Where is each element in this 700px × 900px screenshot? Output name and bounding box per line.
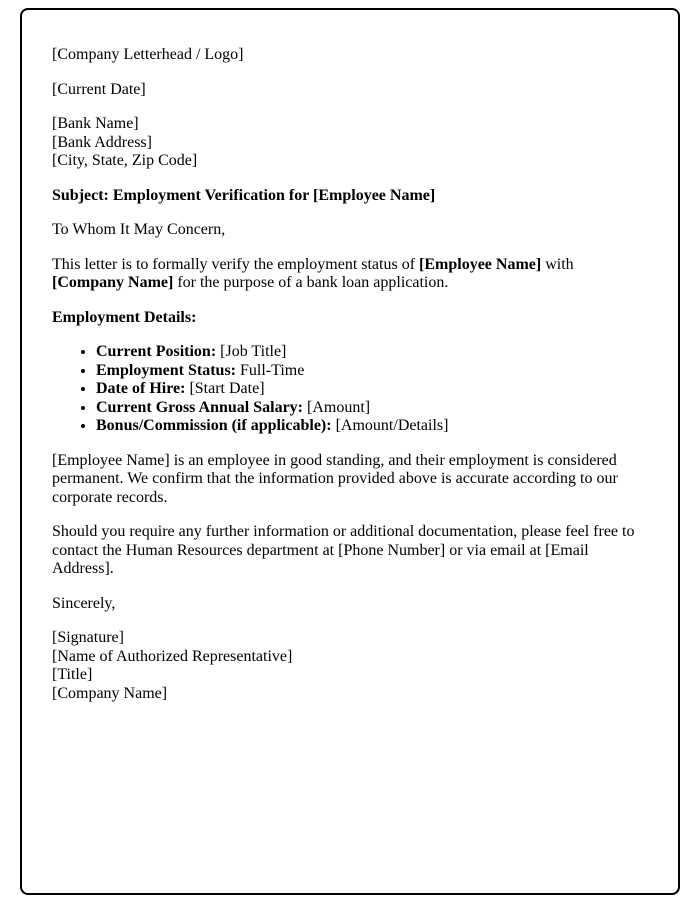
- contact-paragraph: Should you require any further information or additional documentation, please feel free to contact the Human Resources department at [Phone Number] or via email at [Email Address].: [52, 523, 635, 577]
- intro-text-3: for the purpose of a bank loan application.: [173, 274, 449, 291]
- salutation: To Whom It May Concern,: [52, 221, 226, 238]
- detail-value: [Job Title]: [216, 343, 287, 360]
- company-letterhead: [Company Letterhead / Logo]: [52, 46, 244, 63]
- signature-block: [52, 629, 648, 703]
- detail-label: Current Position:: [96, 343, 217, 360]
- detail-item-gross-annual-salary: [96, 399, 648, 418]
- bank-name: [Bank Name]: [52, 115, 139, 132]
- signature-company-name: [Company Name]: [52, 684, 168, 702]
- detail-value: [Start Date]: [185, 380, 265, 397]
- detail-value: Full-Time: [236, 361, 305, 379]
- good-standing-paragraph: [Employee Name] is an employee in good standing, and their employment is considered permanent. We confirm that the information provided above is accurate according to our corporate records.: [52, 451, 618, 506]
- bank-city-state-zip: [City, State, Zip Code]: [52, 152, 198, 169]
- recipient-address-block: [52, 115, 648, 171]
- detail-label: Employment Status:: [96, 361, 237, 379]
- detail-label: Date of Hire:: [96, 380, 186, 397]
- intro-text-1: This letter is to formally verify the employment status of: [52, 255, 420, 273]
- intro-text-2: with: [541, 255, 574, 273]
- intro-paragraph: [52, 256, 648, 293]
- letter-page: [20, 8, 680, 895]
- detail-label: Current Gross Annual Salary:: [96, 398, 303, 416]
- detail-value: [Amount]: [303, 398, 371, 416]
- detail-item-date-of-hire: [96, 380, 648, 399]
- representative-name: [Name of Authorized Representative]: [52, 647, 293, 665]
- intro-company-name: [Company Name]: [52, 274, 174, 291]
- detail-label: Bonus/Commission (if applicable):: [96, 417, 332, 434]
- detail-item-current-position: [96, 343, 648, 362]
- signature-placeholder: [Signature]: [52, 629, 124, 646]
- employment-details-heading: Employment Details:: [52, 308, 197, 326]
- subject-line: Subject: Employment Verification for [Employee Name]: [52, 186, 436, 204]
- detail-item-employment-status: [96, 362, 648, 381]
- representative-title: [Title]: [52, 666, 93, 683]
- closing: Sincerely,: [52, 594, 116, 612]
- employment-details-list: [52, 343, 648, 436]
- intro-employee-name: [Employee Name]: [419, 255, 542, 273]
- detail-item-bonus-commission: [96, 417, 648, 436]
- bank-address: [Bank Address]: [52, 133, 152, 151]
- detail-value: [Amount/Details]: [331, 417, 449, 434]
- current-date: [Current Date]: [52, 80, 146, 98]
